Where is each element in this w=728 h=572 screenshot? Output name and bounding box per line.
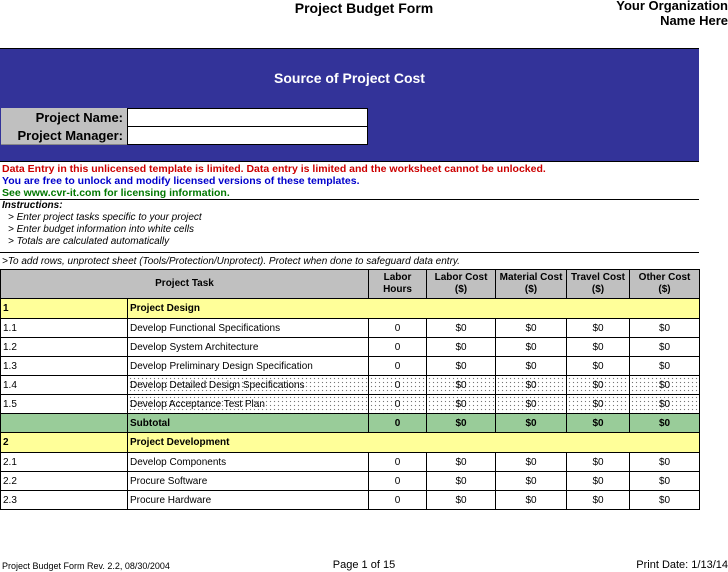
labor-cost-cell: $0 — [427, 472, 496, 491]
labor-hours-cell[interactable]: 0 — [369, 319, 427, 338]
labor-hours-cell[interactable]: 0 — [369, 376, 427, 395]
labor-hours-cell[interactable]: 0 — [369, 338, 427, 357]
project-manager-label: Project Manager: — [1, 126, 127, 145]
other-cost-cell[interactable]: $0 — [630, 395, 700, 414]
organization-name — [616, 0, 728, 28]
org-line-1: Your Organization — [616, 0, 728, 13]
task-id: 1.3 — [1, 357, 128, 376]
unprotect-note: >To add rows, unprotect sheet (Tools/Protection/Unprotect). Protect when done to safeguard data entry. — [2, 256, 460, 267]
table-row — [1, 319, 700, 338]
labor-cost-cell: $0 — [427, 376, 496, 395]
project-manager-input[interactable] — [127, 126, 368, 145]
table-row — [1, 491, 700, 510]
col-header-material-cost: Material Cost ($) — [496, 270, 567, 299]
task-id: 1.5 — [1, 395, 128, 414]
material-cost-cell[interactable]: $0 — [496, 319, 567, 338]
subtotal-label: Subtotal — [128, 414, 369, 433]
subtotal-id — [1, 414, 128, 433]
task-name-cell[interactable]: Develop Components — [128, 453, 369, 472]
other-cost-cell[interactable]: $0 — [630, 357, 700, 376]
other-cost-cell[interactable]: $0 — [630, 491, 700, 510]
labor-hours-cell[interactable]: 0 — [369, 491, 427, 510]
material-cost-cell[interactable]: $0 — [496, 472, 567, 491]
material-cost-cell[interactable]: $0 — [496, 376, 567, 395]
task-name-cell[interactable]: Develop Functional Specifications — [128, 319, 369, 338]
subtotal-hours: 0 — [369, 414, 427, 433]
task-name-cell[interactable]: Develop Detailed Design Specifications — [128, 376, 369, 395]
banner-title: Source of Project Cost — [274, 70, 425, 86]
col-header-labor-cost: Labor Cost ($) — [427, 270, 496, 299]
task-name-cell[interactable]: Develop Preliminary Design Specification — [128, 357, 369, 376]
phase-name: Project Design — [128, 299, 700, 319]
phase-id: 2 — [1, 433, 128, 453]
task-id: 1.1 — [1, 319, 128, 338]
other-cost-cell[interactable]: $0 — [630, 376, 700, 395]
phase-row — [1, 433, 700, 453]
project-name-input[interactable] — [127, 108, 368, 127]
other-cost-cell[interactable]: $0 — [630, 319, 700, 338]
other-cost-cell[interactable]: $0 — [630, 453, 700, 472]
task-id: 2.3 — [1, 491, 128, 510]
footer-print-date: Print Date: 1/13/14 — [636, 559, 728, 571]
other-cost-cell[interactable]: $0 — [630, 338, 700, 357]
org-line-2: Name Here — [660, 13, 728, 28]
labor-cost-cell: $0 — [427, 357, 496, 376]
subtotal-labor-cost: $0 — [427, 414, 496, 433]
labor-cost-cell: $0 — [427, 395, 496, 414]
instruction-item: > Totals are calculated automatically — [8, 236, 170, 247]
material-cost-cell[interactable]: $0 — [496, 338, 567, 357]
subtotal-material-cost: $0 — [496, 414, 567, 433]
task-name-cell[interactable]: Procure Hardware — [128, 491, 369, 510]
col-header-labor-hours: Labor Hours — [369, 270, 427, 299]
other-cost-cell[interactable]: $0 — [630, 472, 700, 491]
col-header-other-cost: Other Cost ($) — [630, 270, 700, 299]
footer-revision: Project Budget Form Rev. 2.2, 08/30/2004 — [2, 561, 170, 571]
divider — [0, 199, 699, 200]
license-notice-3: See www.cvr-it.com for licensing information. — [2, 187, 230, 199]
budget-table — [0, 269, 700, 510]
labor-cost-cell: $0 — [427, 491, 496, 510]
travel-cost-cell[interactable]: $0 — [567, 453, 630, 472]
table-row — [1, 338, 700, 357]
license-notice-1: Data Entry in this unlicensed template is limited. Data entry is limited and the worksheet cannot be unlocked. — [2, 163, 546, 175]
table-row — [1, 453, 700, 472]
phase-name: Project Development — [128, 433, 700, 453]
phase-row — [1, 299, 700, 319]
task-name-cell[interactable]: Develop Acceptance Test Plan — [128, 395, 369, 414]
table-row — [1, 395, 700, 414]
page-title: Project Budget Form — [294, 0, 434, 16]
instructions-heading: Instructions: — [2, 200, 63, 211]
subtotal-other-cost: $0 — [630, 414, 700, 433]
task-id: 1.2 — [1, 338, 128, 357]
material-cost-cell[interactable]: $0 — [496, 491, 567, 510]
travel-cost-cell[interactable]: $0 — [567, 338, 630, 357]
table-row — [1, 357, 700, 376]
phase-id: 1 — [1, 299, 128, 319]
labor-hours-cell[interactable]: 0 — [369, 453, 427, 472]
labor-cost-cell: $0 — [427, 453, 496, 472]
instruction-item: > Enter project tasks specific to your project — [8, 212, 202, 223]
license-notice-2: You are free to unlock and modify licensed versions of these templates. — [2, 175, 360, 187]
labor-hours-cell[interactable]: 0 — [369, 472, 427, 491]
task-id: 2.2 — [1, 472, 128, 491]
travel-cost-cell[interactable]: $0 — [567, 472, 630, 491]
instruction-item: > Enter budget information into white cells — [8, 224, 194, 235]
subtotal-travel-cost: $0 — [567, 414, 630, 433]
material-cost-cell[interactable]: $0 — [496, 357, 567, 376]
labor-hours-cell[interactable]: 0 — [369, 395, 427, 414]
task-name-cell[interactable]: Develop System Architecture — [128, 338, 369, 357]
task-id: 1.4 — [1, 376, 128, 395]
travel-cost-cell[interactable]: $0 — [567, 395, 630, 414]
table-row — [1, 376, 700, 395]
travel-cost-cell[interactable]: $0 — [567, 376, 630, 395]
labor-cost-cell: $0 — [427, 319, 496, 338]
divider — [0, 252, 699, 253]
travel-cost-cell[interactable]: $0 — [567, 357, 630, 376]
col-header-task: Project Task — [1, 270, 369, 299]
material-cost-cell[interactable]: $0 — [496, 395, 567, 414]
travel-cost-cell[interactable]: $0 — [567, 491, 630, 510]
travel-cost-cell[interactable]: $0 — [567, 319, 630, 338]
material-cost-cell[interactable]: $0 — [496, 453, 567, 472]
table-row — [1, 472, 700, 491]
subtotal-row — [1, 414, 700, 433]
footer-page-number: Page 1 of 15 — [332, 559, 396, 571]
table-header-row — [1, 270, 700, 299]
task-name-cell[interactable]: Procure Software — [128, 472, 369, 491]
col-header-travel-cost: Travel Cost ($) — [567, 270, 630, 299]
labor-hours-cell[interactable]: 0 — [369, 357, 427, 376]
project-name-label: Project Name: — [1, 108, 127, 127]
task-id: 2.1 — [1, 453, 128, 472]
labor-cost-cell: $0 — [427, 338, 496, 357]
